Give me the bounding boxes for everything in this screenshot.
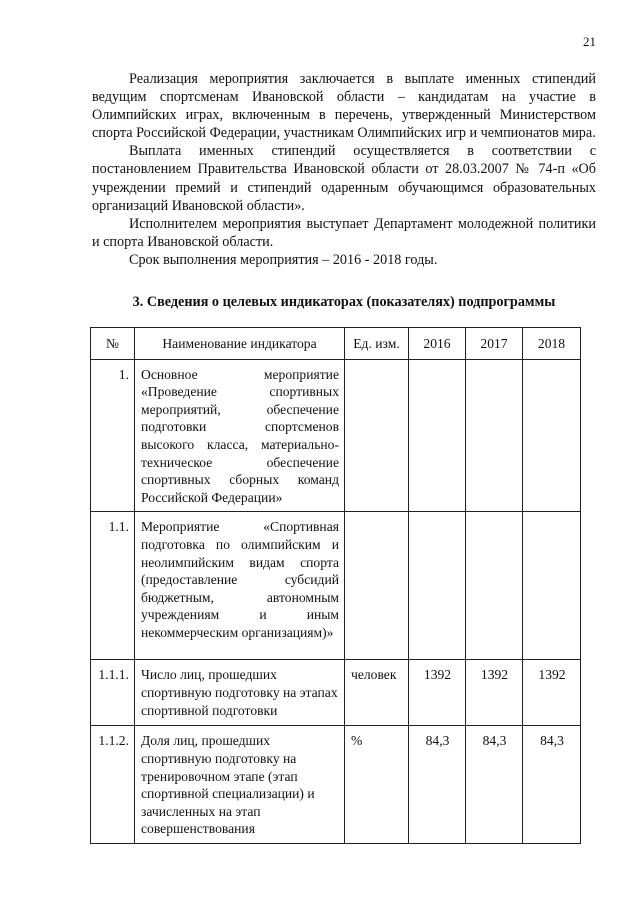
indicator-name: Мероприятие «Спортивная подготовка по олимпийским и неолимпийским видам спорта (предоставление субсидий бюджетным, автономным учреждениям и иным некоммерческим организациям)»	[135, 512, 345, 660]
indicator-name: Доля лиц, прошедших спортивную подготовку на тренировочном этапе (этап спортивной специализации) и зачисленных на этап совершенствования	[135, 726, 345, 844]
header-unit: Ед. изм.	[345, 328, 409, 360]
row-number: 1.1.2.	[91, 726, 135, 844]
indicator-name: Основное мероприятие «Проведение спортивных мероприятий, обеспечение подготовки спортсменов высокого класса, материально-техническое обеспечение спортивных сборных команд Российской Федерации»	[135, 359, 345, 512]
row-number: 1.	[91, 359, 135, 512]
body-text	[92, 70, 596, 269]
header-year-2016: 2016	[409, 328, 466, 360]
indicator-name: Число лиц, прошедших спортивную подготовку на этапах спортивной подготовки	[135, 660, 345, 726]
paragraph-term: Срок выполнения мероприятия – 2016 - 2018 годы.	[129, 251, 438, 268]
table-header-row	[91, 328, 581, 360]
value-2016: 1392	[409, 660, 466, 726]
header-number: №	[91, 328, 135, 360]
unit-cell: человек	[345, 660, 409, 726]
header-year-2018: 2018	[523, 328, 581, 360]
value-2017	[466, 359, 523, 512]
unit-cell	[345, 359, 409, 512]
value-2017: 1392	[466, 660, 523, 726]
paragraph-resolution: Выплата именных стипендий осуществляется в соответствии с постановлением Правительства Ивановской области от 28.03.2007 № 74-п «Об учреждении премий и стипендий одаренным обучающимся образовательных организаций Ивановской области».	[92, 143, 596, 214]
value-2017	[466, 512, 523, 660]
value-2018: 1392	[523, 660, 581, 726]
row-number: 1.1.1.	[91, 660, 135, 726]
table-row	[91, 660, 581, 726]
value-2018	[523, 512, 581, 660]
table-row	[91, 512, 581, 660]
value-2016	[409, 512, 466, 660]
value-2018	[523, 359, 581, 512]
value-2018: 84,3	[523, 726, 581, 844]
table-row	[91, 359, 581, 512]
indicators-table	[90, 327, 581, 844]
paragraph-scholarship: Реализация мероприятия заключается в выплате именных стипендий ведущим спортсменам Ивановской области – кандидатам на участие в Олимпийских играх, включенным в перечень, утвержденный Министерством спорта Российской Федерации, участникам Олимпийских игр и чемпионатов мира.	[92, 71, 596, 142]
row-number: 1.1.	[91, 512, 135, 660]
value-2017: 84,3	[466, 726, 523, 844]
section-title: 3. Сведения о целевых индикаторах (показателях) подпрограммы	[132, 294, 556, 310]
header-indicator-name: Наименование индикатора	[135, 328, 345, 360]
page-number: 21	[583, 34, 596, 49]
paragraph-executor: Исполнителем мероприятия выступает Департамент молодежной политики и спорта Ивановской области.	[92, 215, 596, 250]
value-2016: 84,3	[409, 726, 466, 844]
value-2016	[409, 359, 466, 512]
unit-cell: %	[345, 726, 409, 844]
unit-cell	[345, 512, 409, 660]
table-row	[91, 726, 581, 844]
header-year-2017: 2017	[466, 328, 523, 360]
